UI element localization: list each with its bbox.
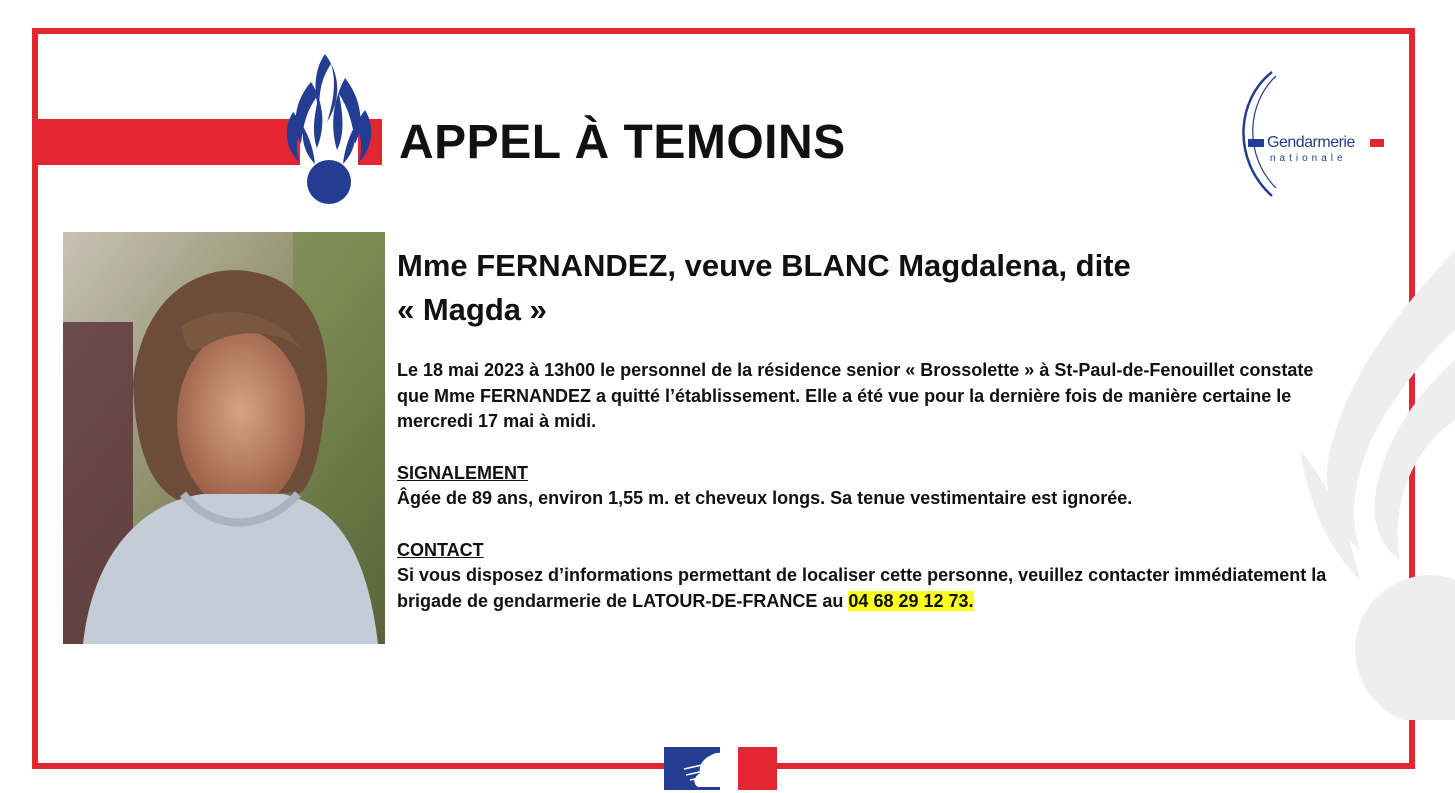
logo-text-line1: Gendarmerie	[1267, 134, 1355, 151]
signalement-text: Âgée de 89 ans, environ 1,55 m. et cheveux longs. Sa tenue vestimentaire est ignorée.	[397, 488, 1133, 508]
header-red-bar	[38, 119, 300, 165]
contact-heading: CONTACT	[397, 539, 484, 560]
missing-person-photo	[63, 232, 385, 644]
notice-content	[397, 244, 1327, 614]
signalement-section	[397, 461, 1327, 512]
contact-phone-number[interactable]: 04 68 29 12 73.	[848, 590, 974, 611]
contact-section	[397, 538, 1327, 615]
gendarmerie-grenade-icon	[281, 52, 377, 208]
signalement-heading: SIGNALEMENT	[397, 462, 529, 483]
page-title: APPEL À TEMOINS	[399, 116, 846, 169]
logo-text-line2: nationale	[1270, 153, 1347, 164]
person-name-line2: « Magda »	[397, 292, 547, 327]
person-name	[397, 244, 1327, 332]
republique-francaise-marianne-icon	[664, 747, 777, 790]
intro-paragraph: Le 18 mai 2023 à 13h00 le personnel de la résidence senior « Brossolette » à St-Paul-de-Fenouillet constate que Mme FERNANDEZ a quitté l’établissement. Elle a été vue pour la dernière fois de manière certaine le mercredi 17 mai à midi.	[397, 360, 1314, 431]
gendarmerie-nationale-logo	[1232, 70, 1392, 200]
person-name-line1: Mme FERNANDEZ, veuve BLANC Magdalena, dite	[397, 248, 1131, 283]
contact-text: Si vous disposez d’informations permettant de localiser cette personne, veuillez contacter immédiatement la brigade de gendarmerie de LATOUR-DE-FRANCE au	[397, 565, 1327, 611]
